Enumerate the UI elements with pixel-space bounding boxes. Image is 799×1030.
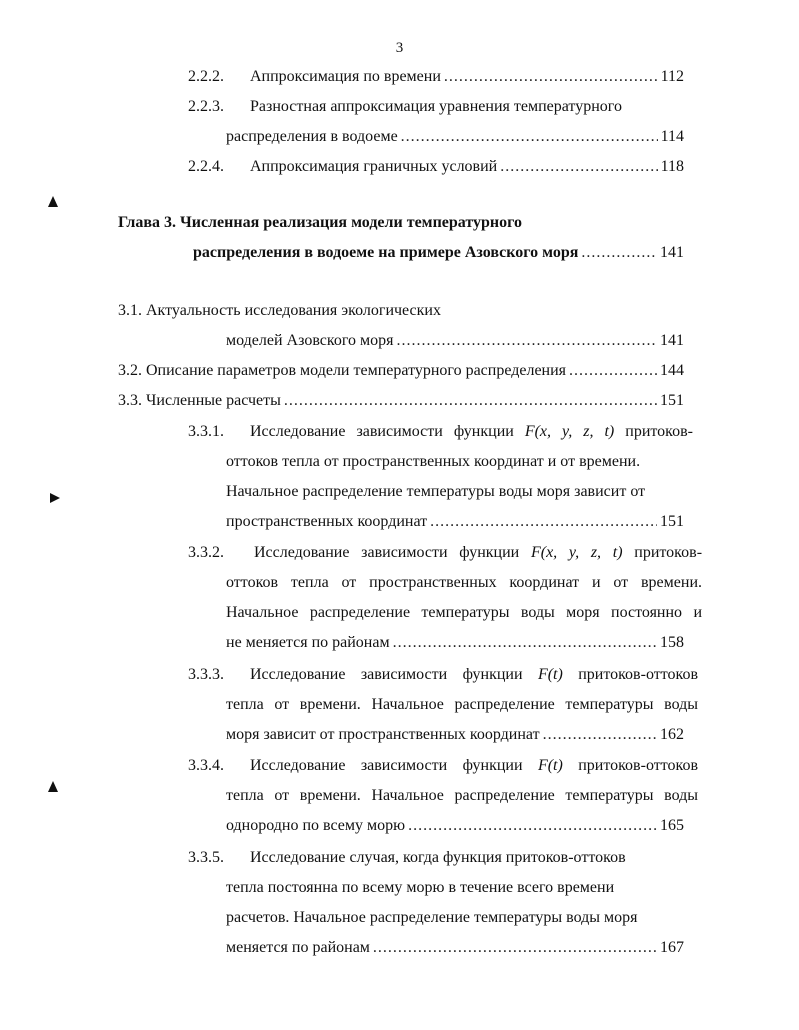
toc-title-line1: 3.1. Актуальность исследования экологических [118,302,441,319]
toc-entry-3-3-4-l3[interactable] [226,815,684,837]
toc-entry-3-2[interactable] [118,360,684,382]
toc-title-part: Исследование зависимости функции [254,544,520,561]
toc-entry-3-3-3-l2 [226,694,698,716]
toc-page: 112 [660,68,684,85]
toc-entry-3-3-4[interactable] [188,755,698,777]
toc-entry-3-3-1-l2 [226,451,693,473]
leader-dots [444,66,658,88]
toc-page: 162 [660,726,684,743]
toc-title-line3: Начальное распределение температуры воды моря постоянно и [226,604,702,621]
toc-title-part: притоков- [634,544,702,561]
scan-mark-icon [48,196,58,207]
toc-title-line4: меняется по районам [226,939,370,956]
toc-entry-3-3-2-l4[interactable] [226,632,684,654]
toc-chapter-3-cont[interactable] [193,242,684,264]
toc-entry-3-3-3[interactable] [188,664,698,686]
toc-title-line2: тепла от времени. Начальное распределение температуры воды [226,696,698,713]
chapter-title-line2: распределения в водоеме на примере Азовского моря [193,244,579,261]
toc-entry-3-3-2-l3 [226,602,702,624]
toc-page: 165 [660,817,684,834]
toc-entry-3-3-1[interactable] [188,421,693,443]
toc-entry-3-3-5[interactable] [188,847,698,869]
toc-entry-3-3-4-l2 [226,785,698,807]
toc-page: 167 [660,939,684,956]
toc-chapter-3[interactable] [118,212,684,234]
toc-page: 114 [660,128,684,145]
page-number: 3 [395,40,404,56]
toc-page: 158 [660,634,684,651]
toc-title-part: притоков-оттоков [578,757,698,774]
toc-entry-3-3-5-l2 [226,877,698,899]
toc-title-line3: моря зависит от пространственных координат [226,726,540,743]
scan-mark-icon [50,493,65,503]
toc-entry-3-3-2-l2 [226,572,702,594]
leader-dots [543,724,657,746]
toc-title-line2: моделей Азовского моря [226,332,394,349]
toc-title-part: Исследование зависимости функции [250,666,523,683]
toc-title: Аппроксимация граничных условий [250,158,498,175]
toc-title-line4: пространственных координат [226,513,428,530]
toc-title-line1: Разностная аппроксимация уравнения температурного [250,98,622,115]
leader-dots [401,126,658,148]
formula-f: F(t) [537,666,563,683]
toc-entry-3-1-cont[interactable] [226,330,684,352]
toc-number: 3.3.2. [188,544,224,561]
scan-mark-icon [48,781,58,792]
toc-entry-3-3-1-l3 [226,481,693,503]
leader-dots [581,242,657,264]
toc-entry-3-3-5-l3 [226,907,698,929]
toc-title: Аппроксимация по времени [250,68,441,85]
leader-dots [500,156,657,178]
toc-title-line2: распределения в водоеме [226,128,398,145]
toc-entry-2-2-3[interactable] [188,96,684,118]
toc-page: 151 [660,513,684,530]
toc-entry-2-2-3-cont[interactable] [226,126,684,148]
toc-entry-2-2-4[interactable] [188,156,684,178]
toc-title-line2: тепла постоянна по всему морю в течение всего времени [226,879,615,896]
toc-entry-3-3-5-l4[interactable] [226,937,684,959]
leader-dots [408,815,657,837]
toc-number: 3.3.3. [188,666,224,683]
toc-page: 151 [660,392,684,409]
toc-title-part: Исследование зависимости функции [250,423,514,440]
toc-entry-3-3-3-l3[interactable] [226,724,684,746]
toc-page: 141 [660,244,684,261]
formula-f: F(t) [537,757,563,774]
leader-dots [284,390,657,412]
toc-page: 141 [660,332,684,349]
leader-dots [397,330,657,352]
toc-title-line3: расчетов. Начальное распределение температуры воды моря [226,909,638,926]
toc-number: 2.2.2. [188,68,224,85]
toc-number: 3.3.1. [188,423,224,440]
toc-entry-3-3-2[interactable] [188,542,702,564]
toc-title: 3.3. Численные расчеты [118,392,281,409]
formula-f: F(x, y, z, t) [524,423,615,440]
toc-title-line1: Исследование случая, когда функция притоков-оттоков [250,849,626,866]
leader-dots [569,360,657,382]
toc-number: 3.3.5. [188,849,224,866]
toc-page: 118 [660,158,684,175]
toc-title-line2: оттоков тепла от пространственных координат и от времени. [226,574,702,591]
toc-title-part: притоков- [625,423,693,440]
chapter-title-line1: Глава 3. Численная реализация модели температурного [118,214,522,231]
toc-title-line3: Начальное распределение температуры воды моря зависит от [226,483,646,500]
toc-title-line4: не меняется по районам [226,634,390,651]
toc-title-part: Исследование зависимости функции [250,757,523,774]
leader-dots [373,937,657,959]
toc-page: 144 [660,362,684,379]
toc-title-line2: тепла от времени. Начальное распределение температуры воды [226,787,698,804]
formula-f: F(x, y, z, t) [530,544,623,561]
toc-number: 2.2.4. [188,158,224,175]
toc-number: 2.2.3. [188,98,224,115]
toc-title: 3.2. Описание параметров модели температурного распределения [118,362,567,379]
toc-entry-3-1[interactable] [118,300,684,322]
leader-dots [393,632,657,654]
leader-dots [430,511,657,533]
toc-entry-3-3[interactable] [118,390,684,412]
toc-entry-3-3-1-l4[interactable] [226,511,684,533]
toc-title-line3: однородно по всему морю [226,817,406,834]
toc-title-line2: оттоков тепла от пространственных координат и от времени. [226,453,641,470]
toc-title-part: притоков-оттоков [578,666,698,683]
toc-entry-2-2-2[interactable] [188,66,684,88]
toc-number: 3.3.4. [188,757,224,774]
